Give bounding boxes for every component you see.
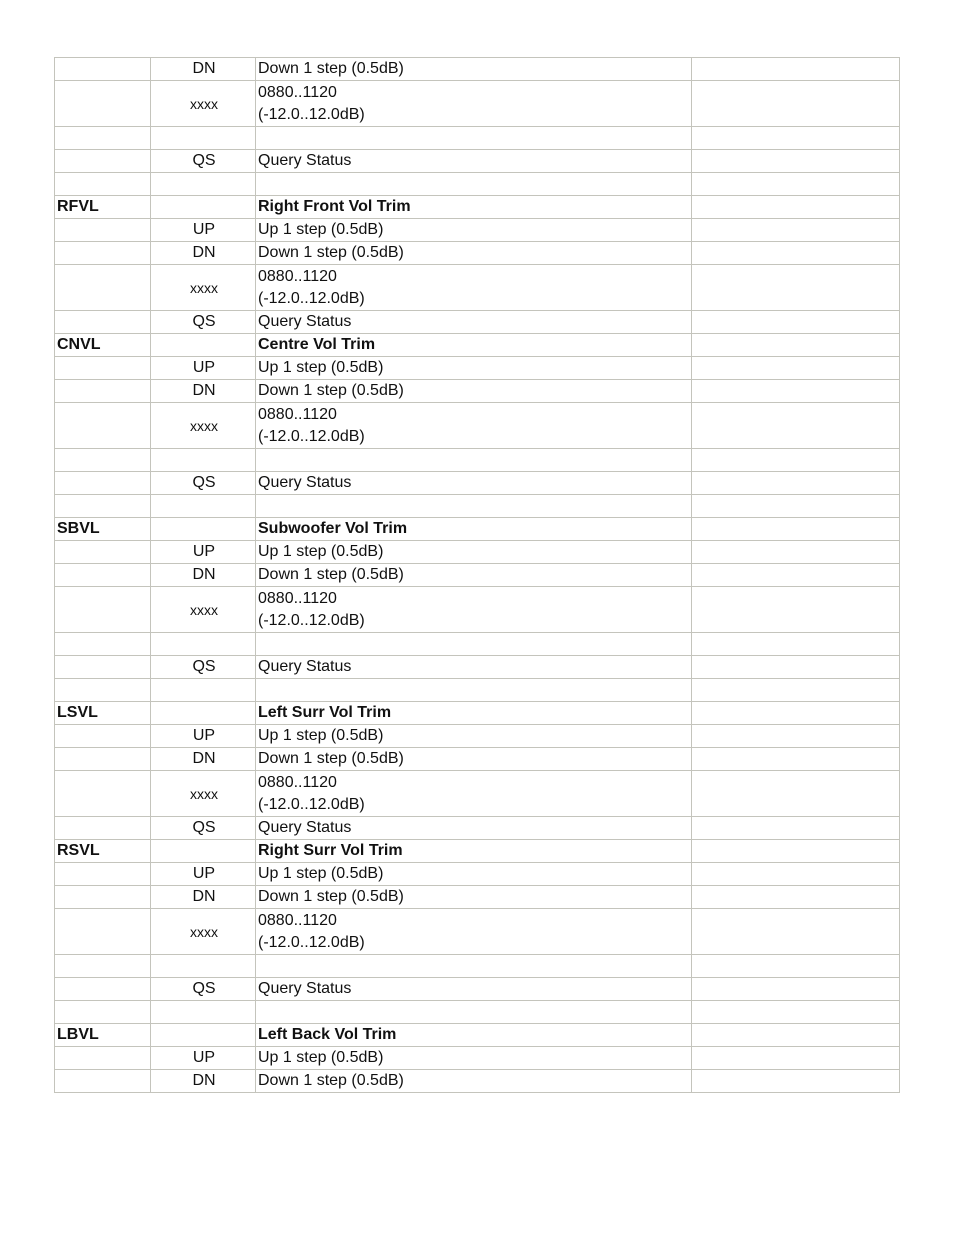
parameter-cell	[151, 702, 256, 725]
description-line: Query Status	[258, 474, 352, 491]
description-line: Right Surr Vol Trim	[258, 842, 403, 859]
notes-cell	[692, 196, 900, 219]
command-code-cell	[55, 265, 151, 311]
description-cell	[256, 58, 692, 81]
command-code-cell	[55, 541, 151, 564]
table-row	[55, 1070, 900, 1093]
table-row	[55, 909, 900, 955]
description-cell	[256, 495, 692, 518]
command-code-cell	[55, 725, 151, 748]
description-line: 0880..1120	[258, 405, 337, 423]
description-line: Down 1 step (0.5dB)	[258, 750, 404, 767]
notes-cell	[692, 679, 900, 702]
parameter-cell	[151, 173, 256, 196]
command-code-cell	[55, 150, 151, 173]
notes-cell	[692, 1024, 900, 1047]
parameter-cell: UP	[151, 863, 256, 886]
parameter-cell	[151, 127, 256, 150]
command-code-cell	[55, 380, 151, 403]
command-code-cell	[55, 58, 151, 81]
parameter-cell: QS	[151, 978, 256, 1001]
description-cell	[256, 748, 692, 771]
command-code-cell	[55, 978, 151, 1001]
notes-cell	[692, 840, 900, 863]
command-header-row	[55, 196, 900, 219]
notes-cell	[692, 380, 900, 403]
parameter-cell: UP	[151, 219, 256, 242]
description-cell	[256, 909, 692, 955]
notes-cell	[692, 472, 900, 495]
description-cell	[256, 1047, 692, 1070]
description-line: 0880..1120	[258, 911, 337, 929]
parameter-cell: UP	[151, 541, 256, 564]
notes-cell	[692, 357, 900, 380]
table-row	[55, 403, 900, 449]
table-row	[55, 817, 900, 840]
command-code-cell	[55, 219, 151, 242]
table-row	[55, 725, 900, 748]
table-row	[55, 357, 900, 380]
parameter-cell: xxxx	[151, 909, 256, 955]
table-row	[55, 127, 900, 150]
parameter-cell: QS	[151, 656, 256, 679]
description-cell	[256, 541, 692, 564]
parameter-cell: DN	[151, 886, 256, 909]
notes-cell	[692, 173, 900, 196]
table-row	[55, 81, 900, 127]
description-cell	[256, 265, 692, 311]
notes-cell	[692, 150, 900, 173]
notes-cell	[692, 886, 900, 909]
description-line: (-12.0..12.0dB)	[258, 795, 365, 813]
notes-cell	[692, 1047, 900, 1070]
command-code-cell	[55, 449, 151, 472]
description-line: Query Status	[258, 658, 352, 675]
table-row	[55, 679, 900, 702]
parameter-cell: QS	[151, 817, 256, 840]
description-cell	[256, 380, 692, 403]
command-code-cell	[55, 173, 151, 196]
command-header-row	[55, 334, 900, 357]
notes-cell	[692, 127, 900, 150]
command-code-cell	[55, 633, 151, 656]
description-cell	[256, 702, 692, 725]
parameter-cell: DN	[151, 748, 256, 771]
command-code-cell	[55, 817, 151, 840]
description-line: Up 1 step (0.5dB)	[258, 359, 384, 376]
description-line: Up 1 step (0.5dB)	[258, 543, 384, 560]
table-row	[55, 955, 900, 978]
parameter-cell	[151, 1024, 256, 1047]
description-line: Down 1 step (0.5dB)	[258, 566, 404, 583]
description-cell	[256, 81, 692, 127]
notes-cell	[692, 265, 900, 311]
notes-cell	[692, 771, 900, 817]
table-row	[55, 311, 900, 334]
table-row	[55, 886, 900, 909]
description-line: Subwoofer Vol Trim	[258, 520, 408, 537]
description-cell	[256, 357, 692, 380]
description-line: (-12.0..12.0dB)	[258, 105, 365, 123]
parameter-cell: DN	[151, 242, 256, 265]
command-table-body	[55, 58, 900, 1093]
command-code-cell: RSVL	[55, 840, 151, 863]
description-cell	[256, 150, 692, 173]
parameter-cell: DN	[151, 564, 256, 587]
command-code-cell: SBVL	[55, 518, 151, 541]
parameter-cell: xxxx	[151, 81, 256, 127]
description-line: Down 1 step (0.5dB)	[258, 60, 404, 77]
command-code-cell	[55, 1047, 151, 1070]
parameter-cell: xxxx	[151, 403, 256, 449]
parameter-cell	[151, 449, 256, 472]
command-code-cell	[55, 81, 151, 127]
command-code-cell: CNVL	[55, 334, 151, 357]
description-cell	[256, 334, 692, 357]
table-row	[55, 173, 900, 196]
command-code-cell	[55, 863, 151, 886]
description-cell	[256, 633, 692, 656]
parameter-cell: UP	[151, 1047, 256, 1070]
parameter-cell	[151, 518, 256, 541]
description-cell	[256, 679, 692, 702]
description-cell	[256, 955, 692, 978]
parameter-cell: xxxx	[151, 265, 256, 311]
description-cell	[256, 196, 692, 219]
command-code-cell: LBVL	[55, 1024, 151, 1047]
parameter-cell	[151, 495, 256, 518]
parameter-cell: QS	[151, 472, 256, 495]
description-cell	[256, 863, 692, 886]
description-line: 0880..1120	[258, 83, 337, 101]
description-cell	[256, 978, 692, 1001]
description-cell	[256, 564, 692, 587]
description-line: Down 1 step (0.5dB)	[258, 888, 404, 905]
notes-cell	[692, 518, 900, 541]
parameter-cell: DN	[151, 1070, 256, 1093]
description-cell	[256, 472, 692, 495]
table-row	[55, 219, 900, 242]
notes-cell	[692, 1070, 900, 1093]
command-code-cell	[55, 955, 151, 978]
description-line: (-12.0..12.0dB)	[258, 611, 365, 629]
table-row	[55, 1047, 900, 1070]
description-cell	[256, 449, 692, 472]
description-cell	[256, 725, 692, 748]
command-header-row	[55, 1024, 900, 1047]
command-code-cell	[55, 472, 151, 495]
notes-cell	[692, 541, 900, 564]
command-header-row	[55, 840, 900, 863]
notes-cell	[692, 242, 900, 265]
table-row	[55, 1001, 900, 1024]
notes-cell	[692, 58, 900, 81]
table-row	[55, 656, 900, 679]
parameter-cell	[151, 196, 256, 219]
notes-cell	[692, 311, 900, 334]
command-code-cell	[55, 587, 151, 633]
description-line: Right Front Vol Trim	[258, 198, 411, 215]
table-row	[55, 748, 900, 771]
description-line: Centre Vol Trim	[258, 336, 376, 353]
description-cell	[256, 656, 692, 679]
parameter-cell: DN	[151, 380, 256, 403]
description-cell	[256, 127, 692, 150]
description-line: Down 1 step (0.5dB)	[258, 244, 404, 261]
description-line: Up 1 step (0.5dB)	[258, 727, 384, 744]
command-code-cell	[55, 495, 151, 518]
description-line: Query Status	[258, 313, 352, 330]
command-code-cell: LSVL	[55, 702, 151, 725]
description-line: Query Status	[258, 819, 352, 836]
description-line: 0880..1120	[258, 773, 337, 791]
notes-cell	[692, 748, 900, 771]
description-cell	[256, 311, 692, 334]
description-line: (-12.0..12.0dB)	[258, 427, 365, 445]
command-code-cell	[55, 771, 151, 817]
command-header-row	[55, 702, 900, 725]
parameter-cell: UP	[151, 725, 256, 748]
command-code-cell: RFVL	[55, 196, 151, 219]
notes-cell	[692, 725, 900, 748]
notes-cell	[692, 449, 900, 472]
notes-cell	[692, 817, 900, 840]
notes-cell	[692, 564, 900, 587]
command-code-cell	[55, 909, 151, 955]
table-row	[55, 449, 900, 472]
description-line: Up 1 step (0.5dB)	[258, 221, 384, 238]
parameter-cell: UP	[151, 357, 256, 380]
notes-cell	[692, 334, 900, 357]
description-cell	[256, 173, 692, 196]
description-line: Down 1 step (0.5dB)	[258, 382, 404, 399]
parameter-cell	[151, 955, 256, 978]
description-cell	[256, 817, 692, 840]
parameter-cell: QS	[151, 311, 256, 334]
notes-cell	[692, 702, 900, 725]
table-row	[55, 150, 900, 173]
description-cell	[256, 1001, 692, 1024]
description-line: (-12.0..12.0dB)	[258, 933, 365, 951]
description-line: Query Status	[258, 980, 352, 997]
command-code-cell	[55, 656, 151, 679]
table-row	[55, 978, 900, 1001]
description-line: Up 1 step (0.5dB)	[258, 865, 384, 882]
description-line: (-12.0..12.0dB)	[258, 289, 365, 307]
table-row	[55, 380, 900, 403]
table-row	[55, 863, 900, 886]
parameter-cell	[151, 840, 256, 863]
description-cell	[256, 771, 692, 817]
notes-cell	[692, 219, 900, 242]
table-row	[55, 472, 900, 495]
parameter-cell: xxxx	[151, 771, 256, 817]
description-cell	[256, 403, 692, 449]
notes-cell	[692, 587, 900, 633]
table-row	[55, 564, 900, 587]
description-line: Down 1 step (0.5dB)	[258, 1072, 404, 1089]
notes-cell	[692, 495, 900, 518]
description-line: Query Status	[258, 152, 352, 169]
command-code-cell	[55, 679, 151, 702]
description-line: Up 1 step (0.5dB)	[258, 1049, 384, 1066]
command-code-cell	[55, 886, 151, 909]
command-code-cell	[55, 311, 151, 334]
parameter-cell: xxxx	[151, 587, 256, 633]
command-code-cell	[55, 127, 151, 150]
table-row	[55, 633, 900, 656]
notes-cell	[692, 909, 900, 955]
parameter-cell: DN	[151, 58, 256, 81]
parameter-cell	[151, 633, 256, 656]
command-header-row	[55, 518, 900, 541]
parameter-cell	[151, 1001, 256, 1024]
notes-cell	[692, 863, 900, 886]
command-code-cell	[55, 242, 151, 265]
parameter-cell	[151, 334, 256, 357]
command-code-cell	[55, 403, 151, 449]
description-line: Left Surr Vol Trim	[258, 704, 392, 721]
table-row	[55, 265, 900, 311]
command-code-cell	[55, 564, 151, 587]
description-line: Left Back Vol Trim	[258, 1026, 397, 1043]
description-line: 0880..1120	[258, 267, 337, 285]
description-cell	[256, 886, 692, 909]
table-row	[55, 541, 900, 564]
command-code-cell	[55, 357, 151, 380]
description-cell	[256, 840, 692, 863]
notes-cell	[692, 978, 900, 1001]
notes-cell	[692, 1001, 900, 1024]
parameter-cell	[151, 679, 256, 702]
command-code-cell	[55, 748, 151, 771]
table-row	[55, 242, 900, 265]
command-code-cell	[55, 1070, 151, 1093]
table-row	[55, 771, 900, 817]
notes-cell	[692, 955, 900, 978]
notes-cell	[692, 656, 900, 679]
description-cell	[256, 219, 692, 242]
description-cell	[256, 518, 692, 541]
notes-cell	[692, 403, 900, 449]
description-cell	[256, 1024, 692, 1047]
description-cell	[256, 1070, 692, 1093]
table-row	[55, 495, 900, 518]
command-table	[54, 57, 900, 1093]
description-cell	[256, 242, 692, 265]
description-line: 0880..1120	[258, 589, 337, 607]
description-cell	[256, 587, 692, 633]
parameter-cell: QS	[151, 150, 256, 173]
notes-cell	[692, 81, 900, 127]
table-row	[55, 58, 900, 81]
command-code-cell	[55, 1001, 151, 1024]
notes-cell	[692, 633, 900, 656]
table-row	[55, 587, 900, 633]
